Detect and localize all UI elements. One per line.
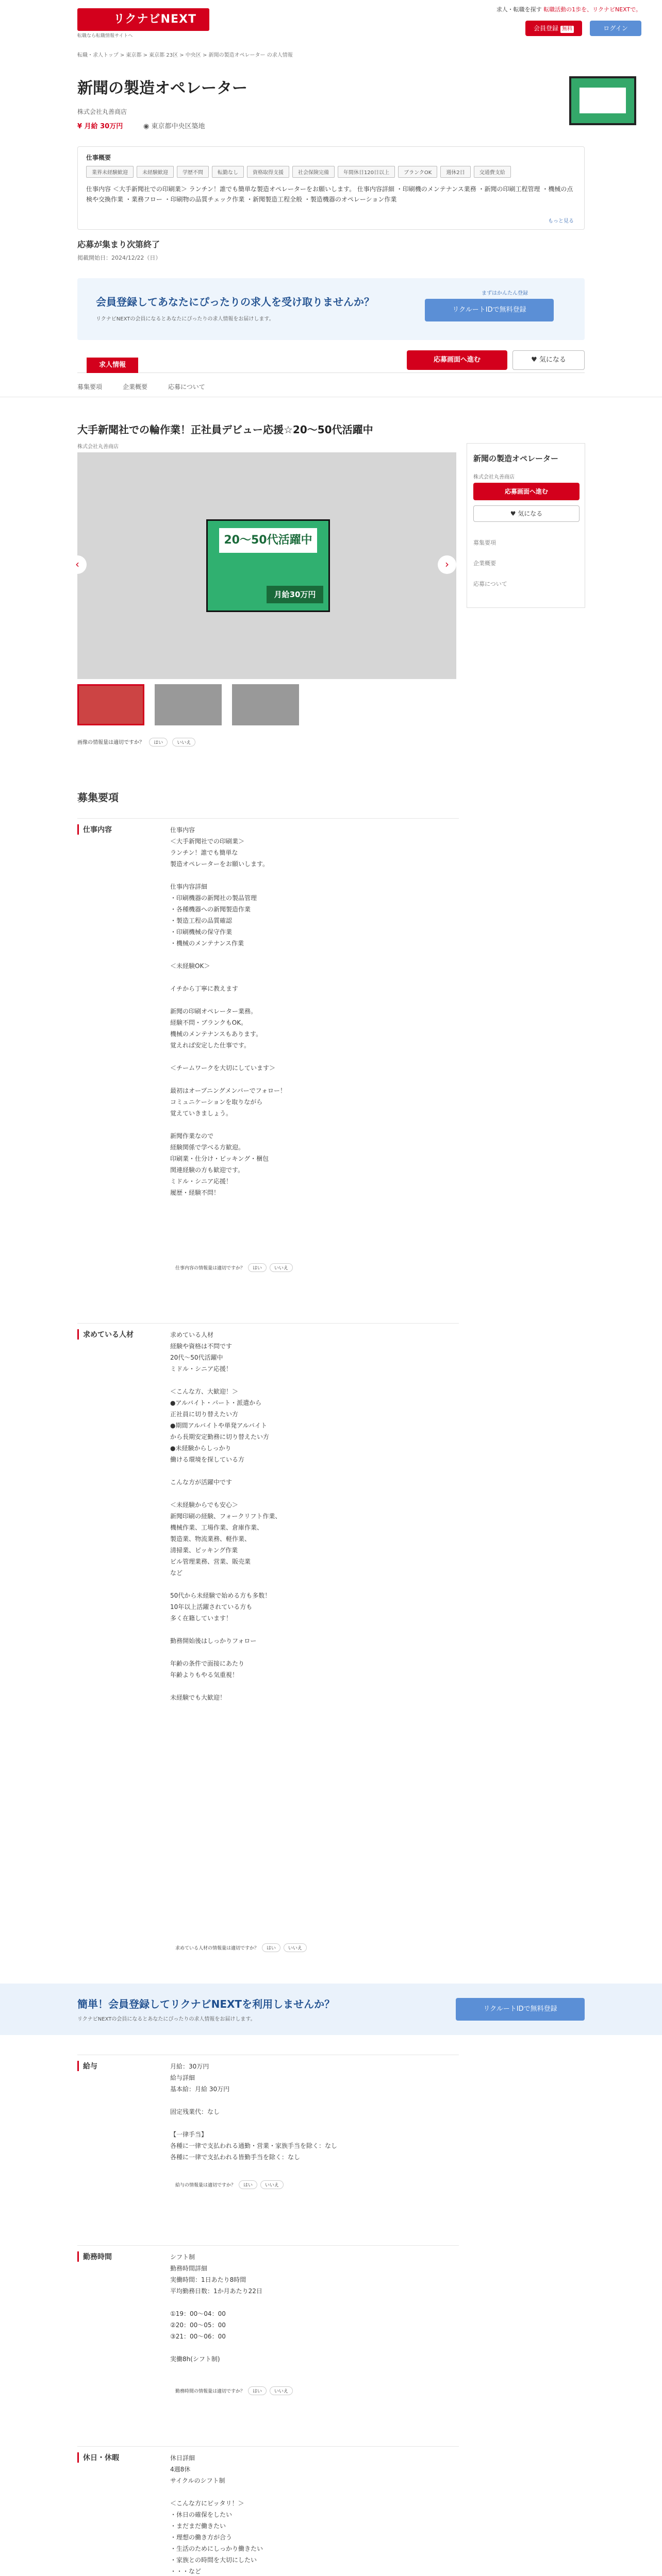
feature-tags [86,166,576,178]
image-feedback [77,738,195,747]
apply-button[interactable]: 応募画面へ進む [407,350,507,370]
row-feedback [175,1263,293,1272]
feature-tag: 未経験歓迎 [137,166,174,178]
thumbnail-image [580,88,626,113]
location-value: 東京都中央区築地 [151,123,205,130]
heart-icon: ♥ [531,356,539,364]
keep-button[interactable] [512,350,585,370]
rail-apply-button[interactable]: 応募画面へ進む [473,483,580,500]
row-label: 給与 [77,2061,97,2071]
feedback-yes-button[interactable]: はい [248,1263,267,1272]
top-notice-dark: 求人・転職を探す [496,6,542,13]
row-value: 休日詳細 4週8休 サイクルのシフト制 ＜こんな方にピッタリ！＞ ・休日の確保をしたい ・まだまだ働きたい ・理想の働き方が合う ・生活のためにしっかり働きたい ・家族との時間を大切にしたい ・・・など [170,2454,263,2575]
row-feedback [175,2386,293,2395]
rail-keep-label: 気になる [518,510,543,517]
banner-title: 会員登録してあなたにぴったりの求人を受け取りませんか？ [96,296,374,308]
row-divider [77,1323,459,1324]
gallery-thumbs [77,684,299,725]
gallery-prev-icon[interactable]: ‹ [68,555,87,574]
gallery-thumb[interactable] [155,684,222,725]
banner-desc: リクナビNEXTの会員になるとあなたにぴったりの求人情報をお届けします。 [96,316,274,322]
feedback-yes-button[interactable]: はい [262,1943,280,1952]
row-divider [77,818,459,819]
row-feedback-question: 給与の情報量は適切ですか？ [175,2183,236,2188]
rail-keep-button[interactable] [473,505,580,522]
gallery-text-1: 20〜50代活躍中 [219,528,317,553]
row-feedback [175,1943,307,1952]
feature-tag: 業界未経験歓迎 [86,166,134,178]
feedback-no-button[interactable]: いいえ [172,738,195,747]
gallery-thumb[interactable] [232,684,299,725]
deadline: 応募が集まり次第終了 [77,240,160,249]
row-feedback-question: 求めている人材の情報量は適切ですか？ [175,1946,259,1951]
subnav-requirements[interactable]: 募集要項 [77,383,103,391]
feedback-yes-button[interactable]: はい [248,2386,267,2395]
bottom-register-banner [0,1984,662,2035]
rail-nav-apply[interactable]: 応募について [473,581,507,587]
row-label: 求めている人材 [77,1329,134,1340]
feature-tag: ブランクOK [398,166,437,178]
row-value: 仕事内容 ＜大手新聞社での印刷業＞ ランチン！誰でも簡単な 製造オペレーターをお願いします。 仕事内容詳細 ・印刷機器の新聞社の製品管理 ・各種機器への新聞製造作業 ・製造工程の品質確認 ・印刷機械の保守作業 ・機械のメンテナンス作業 ＜未経験OK＞ イチから丁寧に教えます 新聞の印刷オペレーター業務。 経験不問・ブランクもOK。 機械のメンテナンスもあります。 覚えれば安定した仕事です。 ＜チームワークを大切にしています＞ 最初はオープニングメンバーでフォロー！ コミュニケーションを取りながら 覚えていきましょう。 新聞作業なので 経験関係で学べる方歓迎。 印刷業・仕分け・ピッキング・梱包 関連経験の方も歓迎です。 ミドル・シニア応援！ 履歴・経験不問！ [170,826,287,1196]
features-text: 仕事内容 ＜大手新聞社での印刷業＞ ランチン！誰でも簡単な製造オペレーターをお願いします。 仕事内容詳細 ・印刷機のメンテナンス業務 ・新聞の印刷工程管理 ・機械の点検や交換作業 ・業務フロー ・印刷物の品質チェック作業 ・新聞製造工程全般 ・製造機器のオペレーション作業 [86,185,573,203]
row-value: 月給：30万円 給与詳細 基本給：月給 30万円 固定残業代：なし 【一律手当】 各種に一律で支払われる通勤・営業・家族手当を除く：なし 各種に一律で支払われる皆勤手当を除く：なし [170,2063,338,2161]
sticky-register-button[interactable]: リクルートIDで無料登録 [456,1998,585,2021]
posted-date: 掲載開始日：2024/12/22（日） [77,255,161,261]
row-value: 求めている人材 経験や資格は不問です 20代〜50代活躍中 ミドル・シニア応援！ ＜こんな方、大歓迎！＞ ●アルバイト・パート・派遣から 正社員に切り替えたい方 ●期間アルバイトや単発アルバイト から長期安定勤務に切り替えたい方 ●未経験からしっかり 働ける環境を探している方 こんな方が活躍中です ＜未経験からでも安心＞ 新聞印刷の経験、フォークリフト作業、 機械作業、工場作業、倉庫作業、 製造業、物流業務、軽作業、 清掃業、ピッキング作業 ビル管理業務、営業、販売業 など 50代から未経験で始める方も多数！ 10年以上活躍されている方も 多く在籍しています！ 勤務開始後はしっかりフォロー 年齢の条件で面接にあたり 年齢よりもやる気重視！ 未経験でも大歓迎！ [170,1331,282,1701]
top-notice-red[interactable]: 転職活動の1歩を、リクナビNEXTで。 [543,6,641,13]
features-heading: 仕事概要 [86,154,111,161]
rail-nav-company[interactable]: 企業概要 [473,560,496,567]
feature-tag: 学歴不問 [177,166,209,178]
breadcrumb[interactable]: 転職・求人トップ > 東京都 > 東京都 23区 > 中央区 > 新聞の製造オペレーター の求人情報 [77,53,293,58]
feedback-yes-button[interactable]: はい [149,738,168,747]
keep-label: 気になる [539,356,566,364]
feature-tag: 年間休日120日以上 [338,166,395,178]
top-notice [496,5,641,13]
feature-tag: 交通費支給 [474,166,511,178]
tab-row [77,349,585,373]
logo-tagline: 転職なら転職情報サイトへ [77,33,133,39]
row-feedback [175,2180,284,2189]
section-title: 募集要項 [77,791,119,804]
row-value: シフト制 勤務時間詳細 実働時間：1日あたり8時間 平均勤務日数：1か月あたり22日 ①19：00〜04：00 ②20：00〜05：00 ③21：00〜06：00 実働8h(シフト制) [170,2253,262,2363]
company-name[interactable]: 株式会社丸善商店 [77,108,127,115]
feedback-no-button[interactable]: いいえ [270,2386,293,2395]
feedback-no-button[interactable]: いいえ [260,2180,284,2189]
row-divider [77,2446,459,2447]
heart-icon: ♥ [510,510,518,517]
more-link[interactable]: もっと見る [548,218,574,224]
feedback-no-button[interactable]: いいえ [270,1263,293,1272]
catch-company: 株式会社丸善商店 [77,444,119,450]
gallery-image [206,519,330,612]
banner-register-button[interactable]: リクルートIDで無料登録 [425,299,554,321]
image-feedback-question: 画像の情報量は適切ですか？ [77,740,144,745]
register-badge: 無料 [560,26,574,33]
rail-nav-requirements[interactable]: 募集要項 [473,539,496,546]
photo-gallery[interactable] [77,452,456,679]
register-banner [77,278,585,340]
yen-icon: ¥ [77,123,85,130]
row-feedback-question: 勤務時間の情報量は適切ですか？ [175,2389,245,2394]
row-feedback-question: 仕事内容の情報量は適切ですか？ [175,1266,245,1271]
sticky-title: 簡単！会員登録してリクナビNEXTを利用しませんか？ [77,1998,335,2010]
feature-tag: 週休2日 [440,166,470,178]
salary [77,121,123,130]
row-label: 勤務時間 [77,2251,112,2262]
feedback-yes-button[interactable]: はい [239,2180,257,2189]
register-button[interactable] [525,21,582,36]
tab-job-info[interactable]: 求人情報 [87,358,138,373]
sticky-desc: リクナビNEXTの会員になるとあなたにぴったりの求人情報をお届けします。 [77,2016,256,2022]
gallery-thumb[interactable] [77,684,144,725]
row-label: 仕事内容 [77,824,112,835]
sub-nav [77,382,205,391]
rail-company: 株式会社丸善商店 [473,474,515,480]
banner-sub: まずはかんたん登録 [482,291,528,296]
job-thumbnail[interactable] [569,76,636,125]
register-label: 会員登録 [533,25,558,32]
login-button[interactable]: ログイン [590,21,641,36]
salary-value: 月給 30万円 [84,123,123,130]
row-label: 休日・休暇 [77,2452,119,2463]
feature-tag: 資格取得支援 [247,166,289,178]
site-logo[interactable]: リクナビNEXT [77,8,209,31]
sticky-side-panel [467,443,585,608]
subnav-apply[interactable]: 応募について [168,383,205,391]
row-divider [77,2245,459,2246]
job-title: 新聞の製造オペレーター [77,79,247,97]
subnav-company[interactable]: 企業概要 [123,383,148,391]
gallery-text-2: 月給30万円 [267,586,323,603]
pin-icon: ◉ [143,123,152,130]
feature-tag: 社会保険完備 [292,166,335,178]
site-header [0,0,662,44]
catch-title: 大手新聞社での輪作業！正社員デビュー応援☆20〜50代活躍中 [77,423,373,436]
feedback-no-button[interactable]: いいえ [284,1943,307,1952]
location [143,121,205,130]
gallery-next-icon[interactable]: › [438,555,456,574]
feature-tag: 転勤なし [212,166,244,178]
features-box [77,146,585,230]
rail-title: 新聞の製造オペレーター [473,454,559,463]
